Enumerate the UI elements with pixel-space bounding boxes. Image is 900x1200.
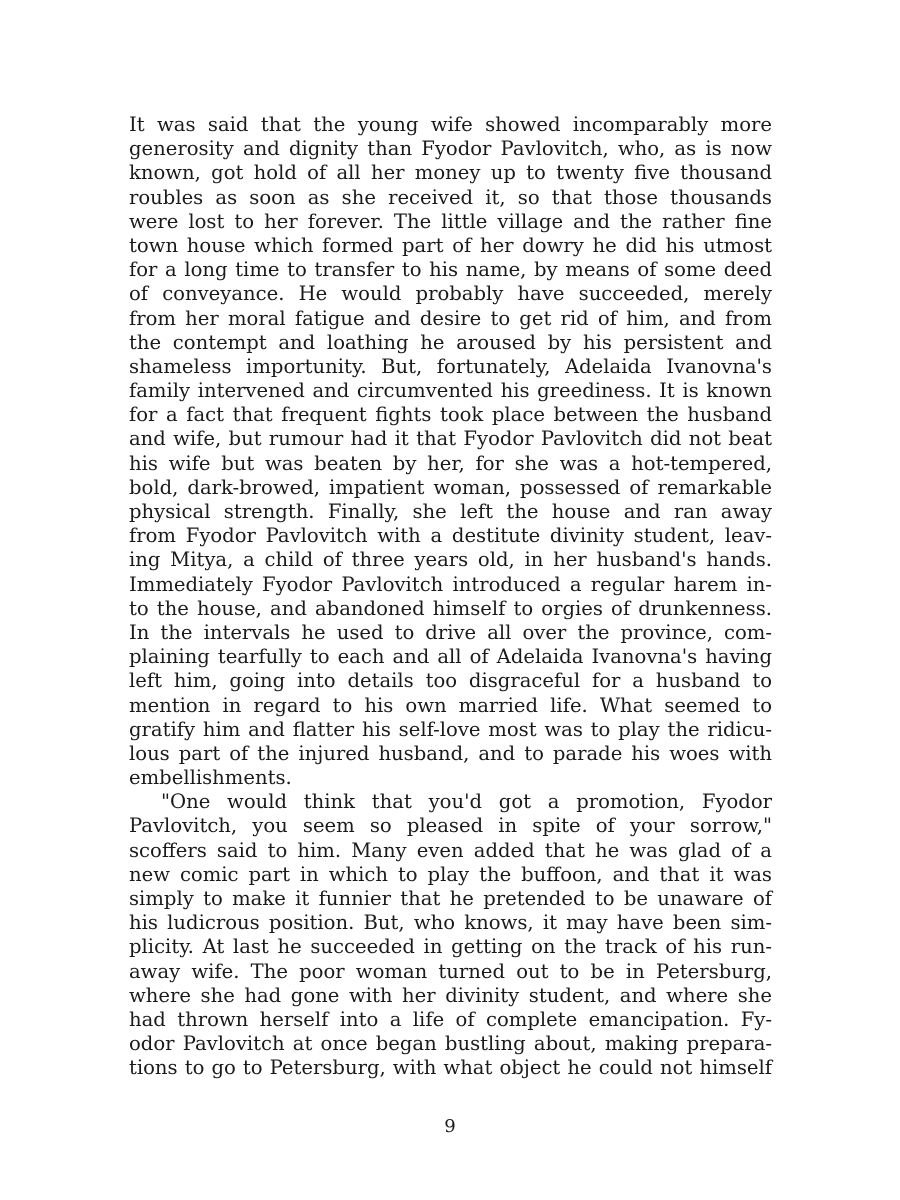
text-line: new comic part in which to play the buffoon, and that it was xyxy=(129,862,772,886)
text-line: plaining tearfully to each and all of Adelaida Ivanovna's having xyxy=(129,645,772,669)
text-line: to the house, and abandoned himself to orgies of drunkenness. xyxy=(129,596,772,620)
text-line: Pavlovitch, you seem so pleased in spite of your sorrow," xyxy=(129,814,772,838)
text-line: away wife. The poor woman turned out to be in Petersburg, xyxy=(129,959,772,983)
text-line: roubles as soon as she received it, so that those thousands xyxy=(129,185,772,209)
text-line: from her moral fatigue and desire to get rid of him, and from xyxy=(129,306,772,330)
text-line: lous part of the injured husband, and to parade his woes with xyxy=(129,741,772,765)
text-line: It was said that the young wife showed incomparably more xyxy=(129,113,772,136)
body-text xyxy=(129,113,772,1081)
text-line: of conveyance. He would probably have succeeded, merely xyxy=(129,282,772,306)
text-line: simply to make it funnier that he pretended to be unaware of xyxy=(129,887,772,910)
text-line: his wife but was beaten by her, for she was a hot-tempered, xyxy=(129,451,772,475)
text-line: odor Pavlovitch at once began bustling about, making prepara- xyxy=(129,1032,772,1056)
text-line: embellishments. xyxy=(129,766,292,790)
text-line: town house which formed part of her dowry he did his utmost xyxy=(129,233,772,257)
text-line: from Fyodor Pavlovitch with a destitute divinity student, leav- xyxy=(129,524,772,548)
paragraph xyxy=(129,113,772,790)
text-line: Immediately Fyodor Pavlovitch introduced a regular harem in- xyxy=(129,572,772,596)
text-line: tions to go to Petersburg, with what object he could not himself xyxy=(129,1056,772,1080)
text-line: ing Mitya, a child of three years old, in her husband's hands. xyxy=(129,548,772,572)
text-line: and wife, but rumour had it that Fyodor Pavlovitch did not beat xyxy=(129,427,772,451)
text-line: for a fact that frequent fights took place between the husband xyxy=(129,403,772,427)
text-line: the contempt and loathing he aroused by his persistent and xyxy=(129,330,772,354)
text-line: bold, dark-browed, impatient woman, possessed of remarkable xyxy=(129,475,772,499)
page-number: 9 xyxy=(444,1116,456,1137)
text-line: generosity and dignity than Fyodor Pavlovitch, who, as is now xyxy=(129,137,772,161)
text-line: "One would think that you'd got a promotion, Fyodor xyxy=(161,790,772,814)
text-line: where she had gone with her divinity student, and where she xyxy=(129,983,772,1007)
text-line: gratify him and flatter his self-love most was to play the ridicu- xyxy=(129,717,772,741)
text-line: physical strength. Finally, she left the house and ran away xyxy=(129,500,772,523)
paragraph xyxy=(129,790,772,1080)
text-line: mention in regard to his own married life. What seemed to xyxy=(129,693,772,717)
text-line: had thrown herself into a life of complete emancipation. Fy- xyxy=(129,1007,772,1031)
text-line: were lost to her forever. The little village and the rather fine xyxy=(129,209,772,233)
text-line: for a long time to transfer to his name, by means of some deed xyxy=(129,258,772,282)
text-line: left him, going into details too disgraceful for a husband to xyxy=(129,669,772,693)
text-line: family intervened and circumvented his greediness. It is known xyxy=(129,379,772,403)
text-line: his ludicrous position. But, who knows, it may have been sim- xyxy=(129,911,772,935)
text-line: shameless importunity. But, fortunately, Adelaida Ivanovna's xyxy=(129,354,772,378)
text-line: plicity. At last he succeeded in getting on the track of his run- xyxy=(129,935,772,959)
text-line: In the intervals he used to drive all over the province, com- xyxy=(129,620,772,644)
text-line: scoffers said to him. Many even added that he was glad of a xyxy=(129,838,772,862)
text-line: known, got hold of all her money up to twenty five thousand xyxy=(129,161,772,185)
